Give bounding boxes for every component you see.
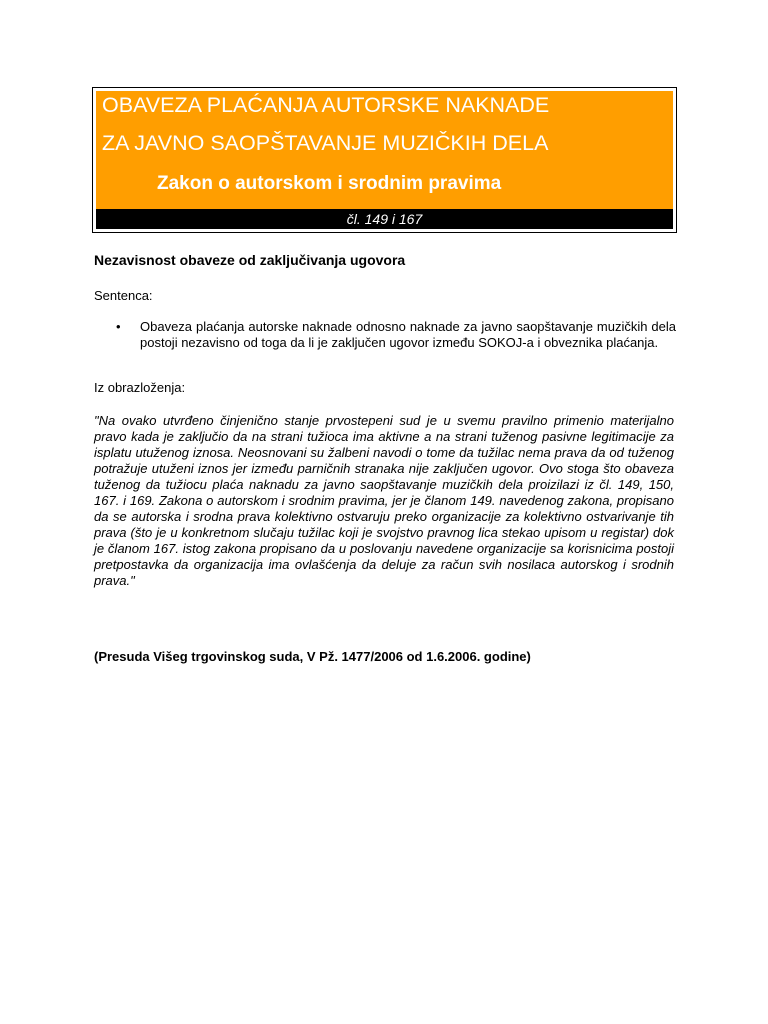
list-item [94, 319, 676, 351]
bullet-icon: • [116, 319, 121, 334]
header-title-line1: OBAVEZA PLAĆANJA AUTORSKE NAKNADE [102, 93, 550, 117]
header-box [92, 87, 677, 233]
sentence-text: Obaveza plaćanja autorske naknade odnosno naknade za javno saopštavanje muzičkih dela postoji nezavisno od toga da li je zaključen ugovor između SOKOJ-a i obveznika plaćanja. [140, 319, 676, 350]
sentence-label: Sentenca: [94, 288, 153, 303]
reasoning-quote: "Na ovako utvrđeno činjenično stanje prvostepeni sud je u svemu pravilno primenio materijalno pravo kada je zaključio da na strani tužioca ima aktivne a na strani tuženog pasivne legitimacije za isplatu utuženog iznosa. Neosnovani su žalbeni navodi o tome da tužilac nema prava da od tuženog potražuje utuženi iznos jer između parničnih stranaka nije zaključen ugovor. Ovo stoga što obaveza tuženog da tužiocu plaća naknadu za javno saopštavanje muzičkih dela proizilazi iz čl. 149, 150, 167. i 169. Zakona o autorskom i srodnim pravima, jer je članom 149. navedenog zakona, propisano da se autorska i srodna prava kolektivno ostvaruju preko organizacije za kolektivno ostvarivanje tih prava (što je u konkretnom slučaju tužilac koji je svojstvo pravnog lica stekao upisom u registar) dok je članom 167. istog zakona propisano da u poslovanju navedene organizacije sa korisnicima postoji pretpostavka da organizacija ima ovlašćenja da deluje za račun svih nosilaca autorskog i srodnih prava." [94, 413, 674, 588]
articles-bar: čl. 149 i 167 [96, 209, 673, 229]
header-title-line2: ZA JAVNO SAOPŠTAVANJE MUZIČKIH DELA [102, 131, 549, 155]
section-heading: Nezavisnost obaveze od zaključivanja ugovora [94, 252, 406, 268]
reasoning-label: Iz obrazloženja: [94, 380, 186, 395]
header-subtitle: Zakon o autorskom i srodnim pravima [157, 173, 502, 194]
header-banner [96, 91, 673, 229]
sentence-list [94, 319, 676, 351]
court-citation: (Presuda Višeg trgovinskog suda, V Pž. 1477/2006 od 1.6.2006. godine) [94, 649, 531, 664]
